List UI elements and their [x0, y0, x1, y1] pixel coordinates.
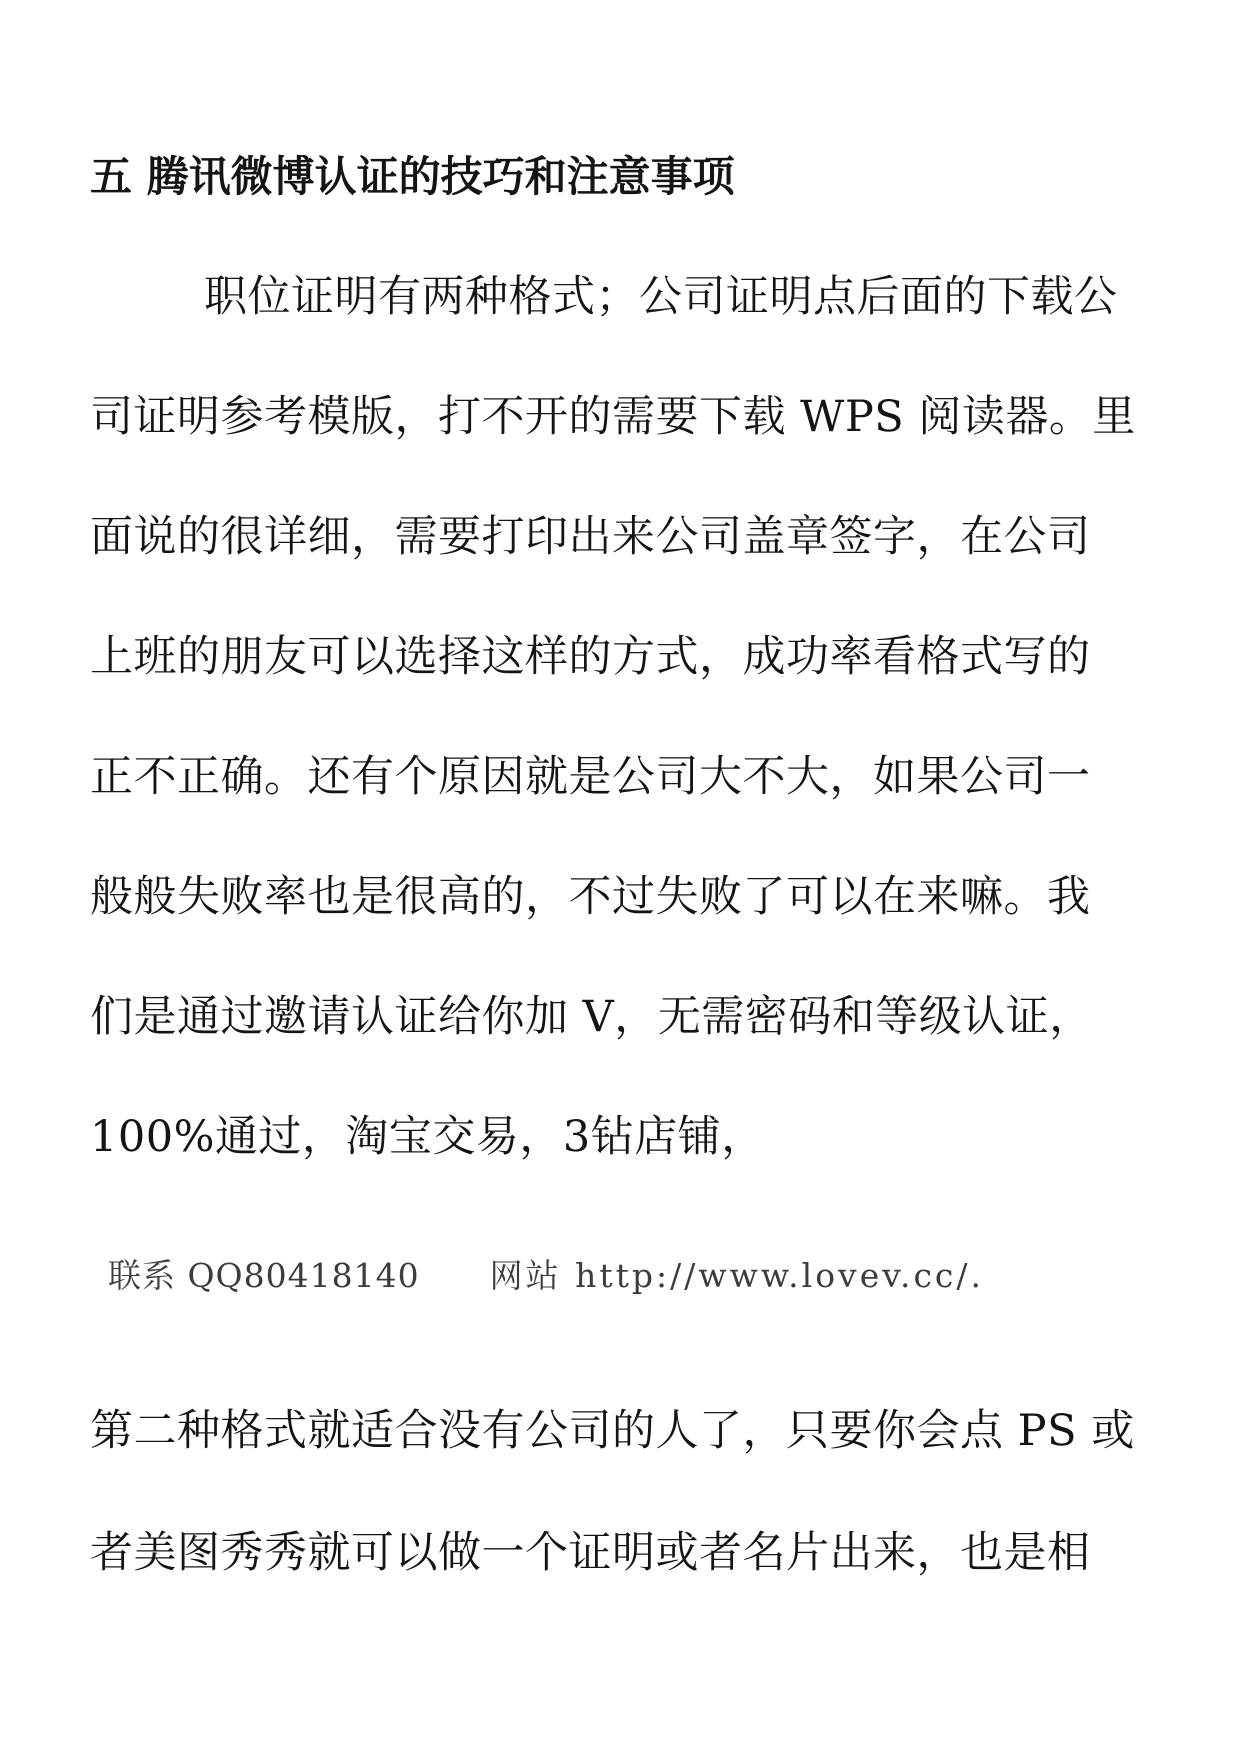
paragraph-line: 司证明参考模版，打不开的需要下载 WPS 阅读器。里 [90, 392, 1136, 442]
section-heading: 五 腾讯微博认证的技巧和注意事项 [90, 152, 735, 201]
contact-info [108, 1256, 984, 1296]
contact-qq: 联系 QQ80418140 [108, 1256, 420, 1295]
paragraph-line: 正不正确。还有个原因就是公司大不大，如果公司一 [90, 752, 1091, 802]
paragraph-line: 上班的朋友可以选择这样的方式，成功率看格式写的 [90, 632, 1091, 682]
paragraph-line: 100%通过，淘宝交易，3钻店铺， [90, 1112, 765, 1162]
paragraph-line: 面说的很详细，需要打印出来公司盖章签字，在公司 [90, 512, 1091, 562]
contact-website: 网站 http://www.lovev.cc/. [489, 1256, 985, 1295]
paragraph-line: 第二种格式就适合没有公司的人了，只要你会点 PS 或 [90, 1406, 1135, 1456]
paragraph-line: 般般失败率也是很高的，不过失败了可以在来嘛。我 [90, 872, 1091, 922]
paragraph-line: 职位证明有两种格式；公司证明点后面的下载公 [204, 272, 1118, 322]
paragraph-line: 们是通过邀请认证给你加 V，无需密码和等级认证， [90, 992, 1093, 1042]
paragraph-line: 者美图秀秀就可以做一个证明或者名片出来，也是相 [90, 1528, 1091, 1578]
